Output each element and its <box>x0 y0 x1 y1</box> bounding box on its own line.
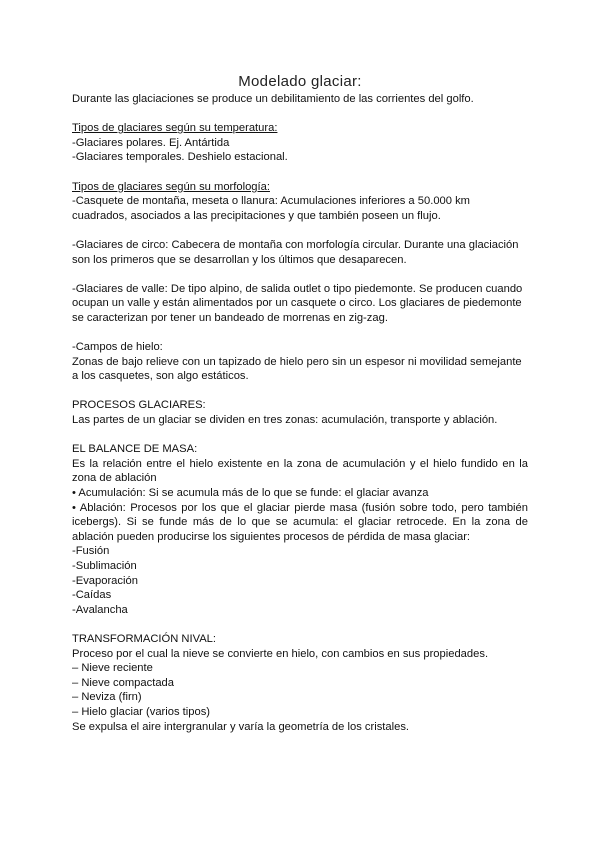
nival-item: – Nieve compactada <box>72 676 174 689</box>
campos-label: -Campos de hielo: <box>72 341 163 354</box>
nival-item: – Nieve reciente <box>72 662 153 675</box>
process-item: -Evaporación <box>72 574 138 587</box>
nival-paragraph: Proceso por el cual la nieve se convierte en hielo, con cambios en sus propiedades. <box>72 647 489 660</box>
casquete-paragraph: -Casquete de montaña, meseta o llanura: Acumulaciones inferiores a 50.000 km cuadrados, asociados a las precipitaciones y que también poseen un flujo. <box>72 195 471 222</box>
document-body <box>72 92 528 734</box>
temperature-heading: Tipos de glaciares según su temperatura: <box>72 122 278 135</box>
procesos-heading: PROCESOS GLACIARES: <box>72 399 206 412</box>
page-title: Modelado glaciar: <box>238 73 362 90</box>
process-item: -Caídas <box>72 589 112 602</box>
nival-item: – Neviza (firn) <box>72 691 142 704</box>
acumulacion-bullet: • Acumulación: Si se acumula más de lo que se funde: el glaciar avanza <box>72 487 429 500</box>
balance-heading: EL BALANCE DE MASA: <box>72 443 198 456</box>
temperature-item-polares: -Glaciares polares. Ej. Antártida <box>72 136 230 149</box>
intro-paragraph: Durante las glaciaciones se produce un debilitamiento de las corrientes del golfo. <box>72 93 474 105</box>
process-item: -Fusión <box>72 545 110 558</box>
circo-paragraph: -Glaciares de circo: Cabecera de montaña con morfología circular. Durante una glaciación son los primeros que se desarrollan y los últimos que desaparecen. <box>72 238 519 266</box>
balance-paragraph: Es la relación entre el hielo existente en la zona de acumulación y el hielo fundido en la zona de ablación <box>72 457 528 485</box>
process-item: -Sublimación <box>72 560 137 572</box>
morphology-heading: Tipos de glaciares según su morfología: <box>72 180 270 193</box>
nival-item: – Hielo glaciar (varios tipos) <box>72 705 211 718</box>
procesos-paragraph: Las partes de un glaciar se dividen en tres zonas: acumulación, transporte y ablación. <box>72 414 498 427</box>
ablacion-bullet: • Ablación: Procesos por los que el glaciar pierde masa (fusión sobre todo, pero también icebergs). Si se funde más de lo que se acumula: el glaciar retrocede. En la zona de ablación pueden producirse los siguientes procesos de pérdida de masa glaciar: <box>72 501 528 543</box>
nival-closing: Se expulsa el aire intergranular y varía la geometría de los cristales. <box>72 720 410 733</box>
nival-heading: TRANSFORMACIÓN NIVAL: <box>72 632 216 645</box>
campos-paragraph: Zonas de bajo relieve con un tapizado de hielo pero sin un espesor ni movilidad semejante a los casquetes, son algo estáticos. <box>72 355 522 383</box>
process-item: -Avalancha <box>72 603 128 616</box>
temperature-item-temporales: -Glaciares temporales. Deshielo estacional. <box>72 151 288 164</box>
valle-paragraph: -Glaciares de valle: De tipo alpino, de salida outlet o tipo piedemonte. Se producen cuando ocupan un valle y están alimentados por un casquete o circo. Los glaciares de piedemonte se caracterizan por tener un bandeado de morrenas en zig-zag. <box>72 282 523 324</box>
